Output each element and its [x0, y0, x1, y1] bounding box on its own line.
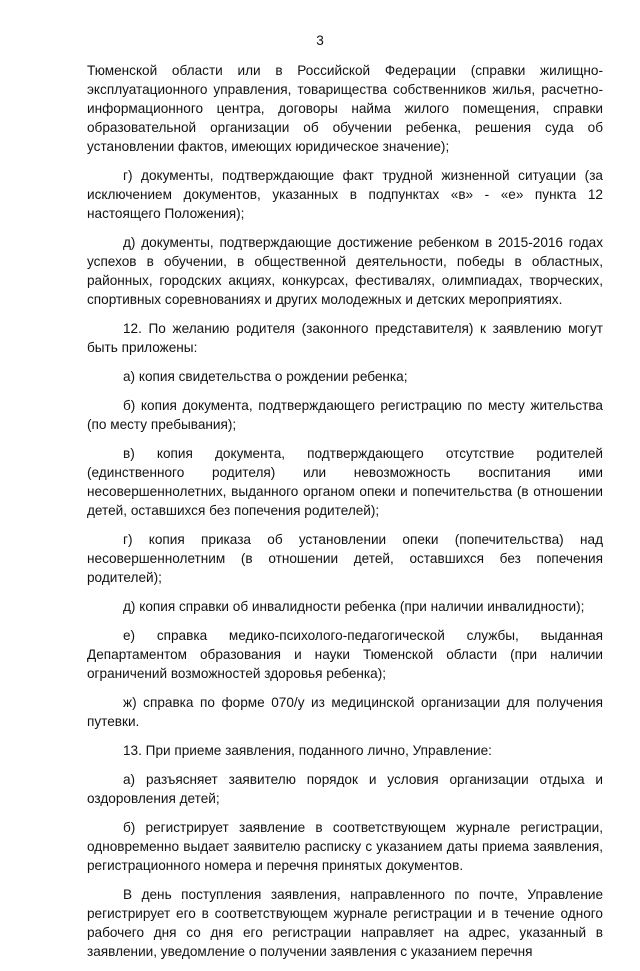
paragraph-c12-a: а) копия свидетельства о рождении ребенка; — [123, 369, 408, 384]
paragraph-item-d: д) документы, подтверждающие достижение ребенком в 2015-2016 годах успехов в обучении, в общественной деятельности, победы в областных, районных, городских акциях, конкурсах, фестивалях, олимпиадах, творческих, спортивных соревнованиях и других молодежных и детских мероприятиях. — [87, 235, 603, 307]
paragraph-c13-b: б) регистрирует заявление в соответствующем журнале регистрации, одновременно выдает заявителю расписку с указанием даты приема заявления, регистрационного номера и перечня принятых документов. — [87, 820, 603, 873]
document-body — [87, 61, 603, 971]
paragraph-c13-a: а) разъясняет заявителю порядок и условия организации отдыха и оздоровления детей; — [87, 772, 603, 806]
paragraph-mail: В день поступления заявления, направленного по почте, Управление регистрирует его в соответствующем журнале регистрации и в течение одного рабочего дня со дня его регистрации направляет на адрес, указанный в заявлении, уведомление о получении заявления с указанием перечня — [87, 887, 603, 959]
paragraph-c12-d: д) копия справки об инвалидности ребенка (при наличии инвалидности); — [123, 599, 585, 614]
paragraph-clause-12: 12. По желанию родителя (законного представителя) к заявлению могут быть приложены: — [87, 321, 603, 355]
paragraph-c12-v: в) копия документа, подтверждающего отсутствие родителей (единственного родителя) или невозможность воспитания ими несовершеннолетних, выданного органом опеки и попечительства (в отношении детей, оставшихся без попечения родителей); — [87, 446, 603, 518]
page-number: 3 — [316, 33, 324, 48]
paragraph-continuation: Тюменской области или в Российской Федерации (справки жилищно-эксплуатационного управления, товарищества собственников жилья, расчетно-информационного центра, договоры найма жилого помещения, справки образовательной организации об обучении ребенка, решения суда об установлении фактов, имеющих юридическое значение); — [87, 63, 603, 154]
paragraph-c12-zh: ж) справка по форме 070/у из медицинской организации для получения путевки. — [87, 695, 603, 729]
paragraph-clause-13: 13. При приеме заявления, поданного лично, Управление: — [123, 743, 492, 758]
paragraph-c12-g: г) копия приказа об установлении опеки (попечительства) над несовершеннолетним (в отношении детей, оставшихся без попечения родителей); — [87, 532, 603, 585]
paragraph-c12-b: б) копия документа, подтверждающего регистрацию по месту жительства (по месту пребывания); — [87, 398, 603, 432]
paragraph-c12-e: е) справка медико-психолого-педагогической службы, выданная Департаментом образования и науки Тюменской области (при наличии ограничений возможностей здоровья ребенка); — [87, 628, 603, 681]
paragraph-item-g: г) документы, подтверждающие факт трудной жизненной ситуации (за исключением документов, указанных в подпунктах «в» - «е» пункта 12 настоящего Положения); — [87, 168, 603, 221]
